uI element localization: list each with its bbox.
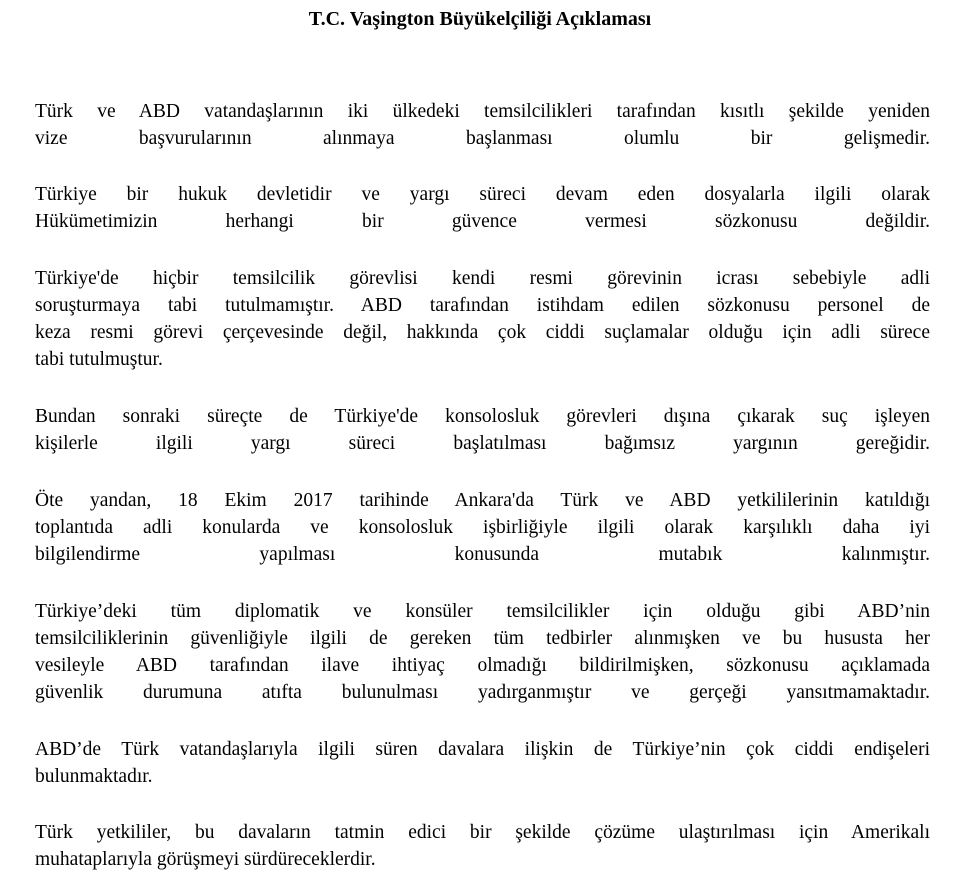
paragraph-line: kişilerle ilgili yargı süreci başlatılması bağımsız yargının gereğidir.: [35, 433, 930, 454]
paragraph-line: Türkiye'de hiçbir temsilcilik görevlisi kendi resmi görevinin icrası sebebiyle adli: [35, 268, 930, 289]
paragraph-3: [35, 265, 930, 373]
paragraph-line: Hükümetimizin herhangi bir güvence vermesi sözkonusu değildir.: [35, 211, 930, 232]
paragraph-5: [35, 487, 930, 568]
paragraph-4: [35, 403, 930, 457]
paragraph-line: ABD’de Türk vatandaşlarıyla ilgili süren davalara ilişkin de Türkiye’nin çok ciddi endişeleri: [35, 739, 930, 760]
paragraph-line: Türkiye bir hukuk devletidir ve yargı süreci devam eden dosyalarla ilgili olarak: [35, 184, 930, 205]
paragraph-line: Türk yetkililer, bu davaların tatmin edici bir şekilde çözüme ulaştırılması için Amerikalı: [35, 822, 930, 843]
paragraph-line: toplantıda adli konularda ve konsolosluk işbirliğiyle ilgili olarak karşılıklı daha iyi: [35, 517, 930, 538]
paragraph-line: vesileyle ABD tarafından ilave ihtiyaç olmadığı bildirilmişken, sözkonusu açıklamada: [35, 655, 930, 676]
paragraph-line: Bundan sonraki süreçte de Türkiye'de konsolosluk görevleri dışına çıkarak suç işleyen: [35, 406, 930, 427]
paragraph-line: Türk ve ABD vatandaşlarının iki ülkedeki temsilcilikleri tarafından kısıtlı şekilde yeniden: [35, 101, 930, 122]
paragraph-line: Türkiye’deki tüm diplomatik ve konsüler temsilcilikler için olduğu gibi ABD’nin: [35, 601, 930, 622]
paragraph-6: [35, 598, 930, 706]
statement-title: T.C. Vaşington Büyükelçiliği Açıklaması: [308, 8, 652, 30]
paragraph-line: vize başvurularının alınmaya başlanması olumlu bir gelişmedir.: [35, 128, 930, 149]
paragraph-line: muhataplarıyla görüşmeyi sürdüreceklerdir.: [35, 849, 376, 870]
paragraph-2: [35, 181, 930, 235]
paragraph-line: güvenlik durumuna atıfta bulunulması yadırganmıştır ve gerçeği yansıtmamaktadır.: [35, 682, 930, 703]
paragraph-line: bulunmaktadır.: [35, 766, 153, 787]
paragraph-line: keza resmi görevi çerçevesinde değil, hakkında çok ciddi suçlamalar olduğu için adli sürece: [35, 322, 930, 343]
paragraph-7: [35, 736, 930, 790]
paragraph-8: [35, 819, 930, 873]
paragraph-line: soruşturmaya tabi tutulmamıştır. ABD tarafından istihdam edilen sözkonusu personel de: [35, 295, 930, 316]
paragraph-line: bilgilendirme yapılması konusunda mutabık kalınmıştır.: [35, 544, 930, 565]
paragraph-1: [35, 98, 930, 152]
paragraph-line: Öte yandan, 18 Ekim 2017 tarihinde Ankara'da Türk ve ABD yetkililerinin katıldığı: [35, 490, 930, 511]
paragraph-line: tabi tutulmuştur.: [35, 349, 163, 370]
paragraph-line: temsilciliklerinin güvenliğiyle ilgili de gereken tüm tedbirler alınmışken ve bu hususta her: [35, 628, 930, 649]
